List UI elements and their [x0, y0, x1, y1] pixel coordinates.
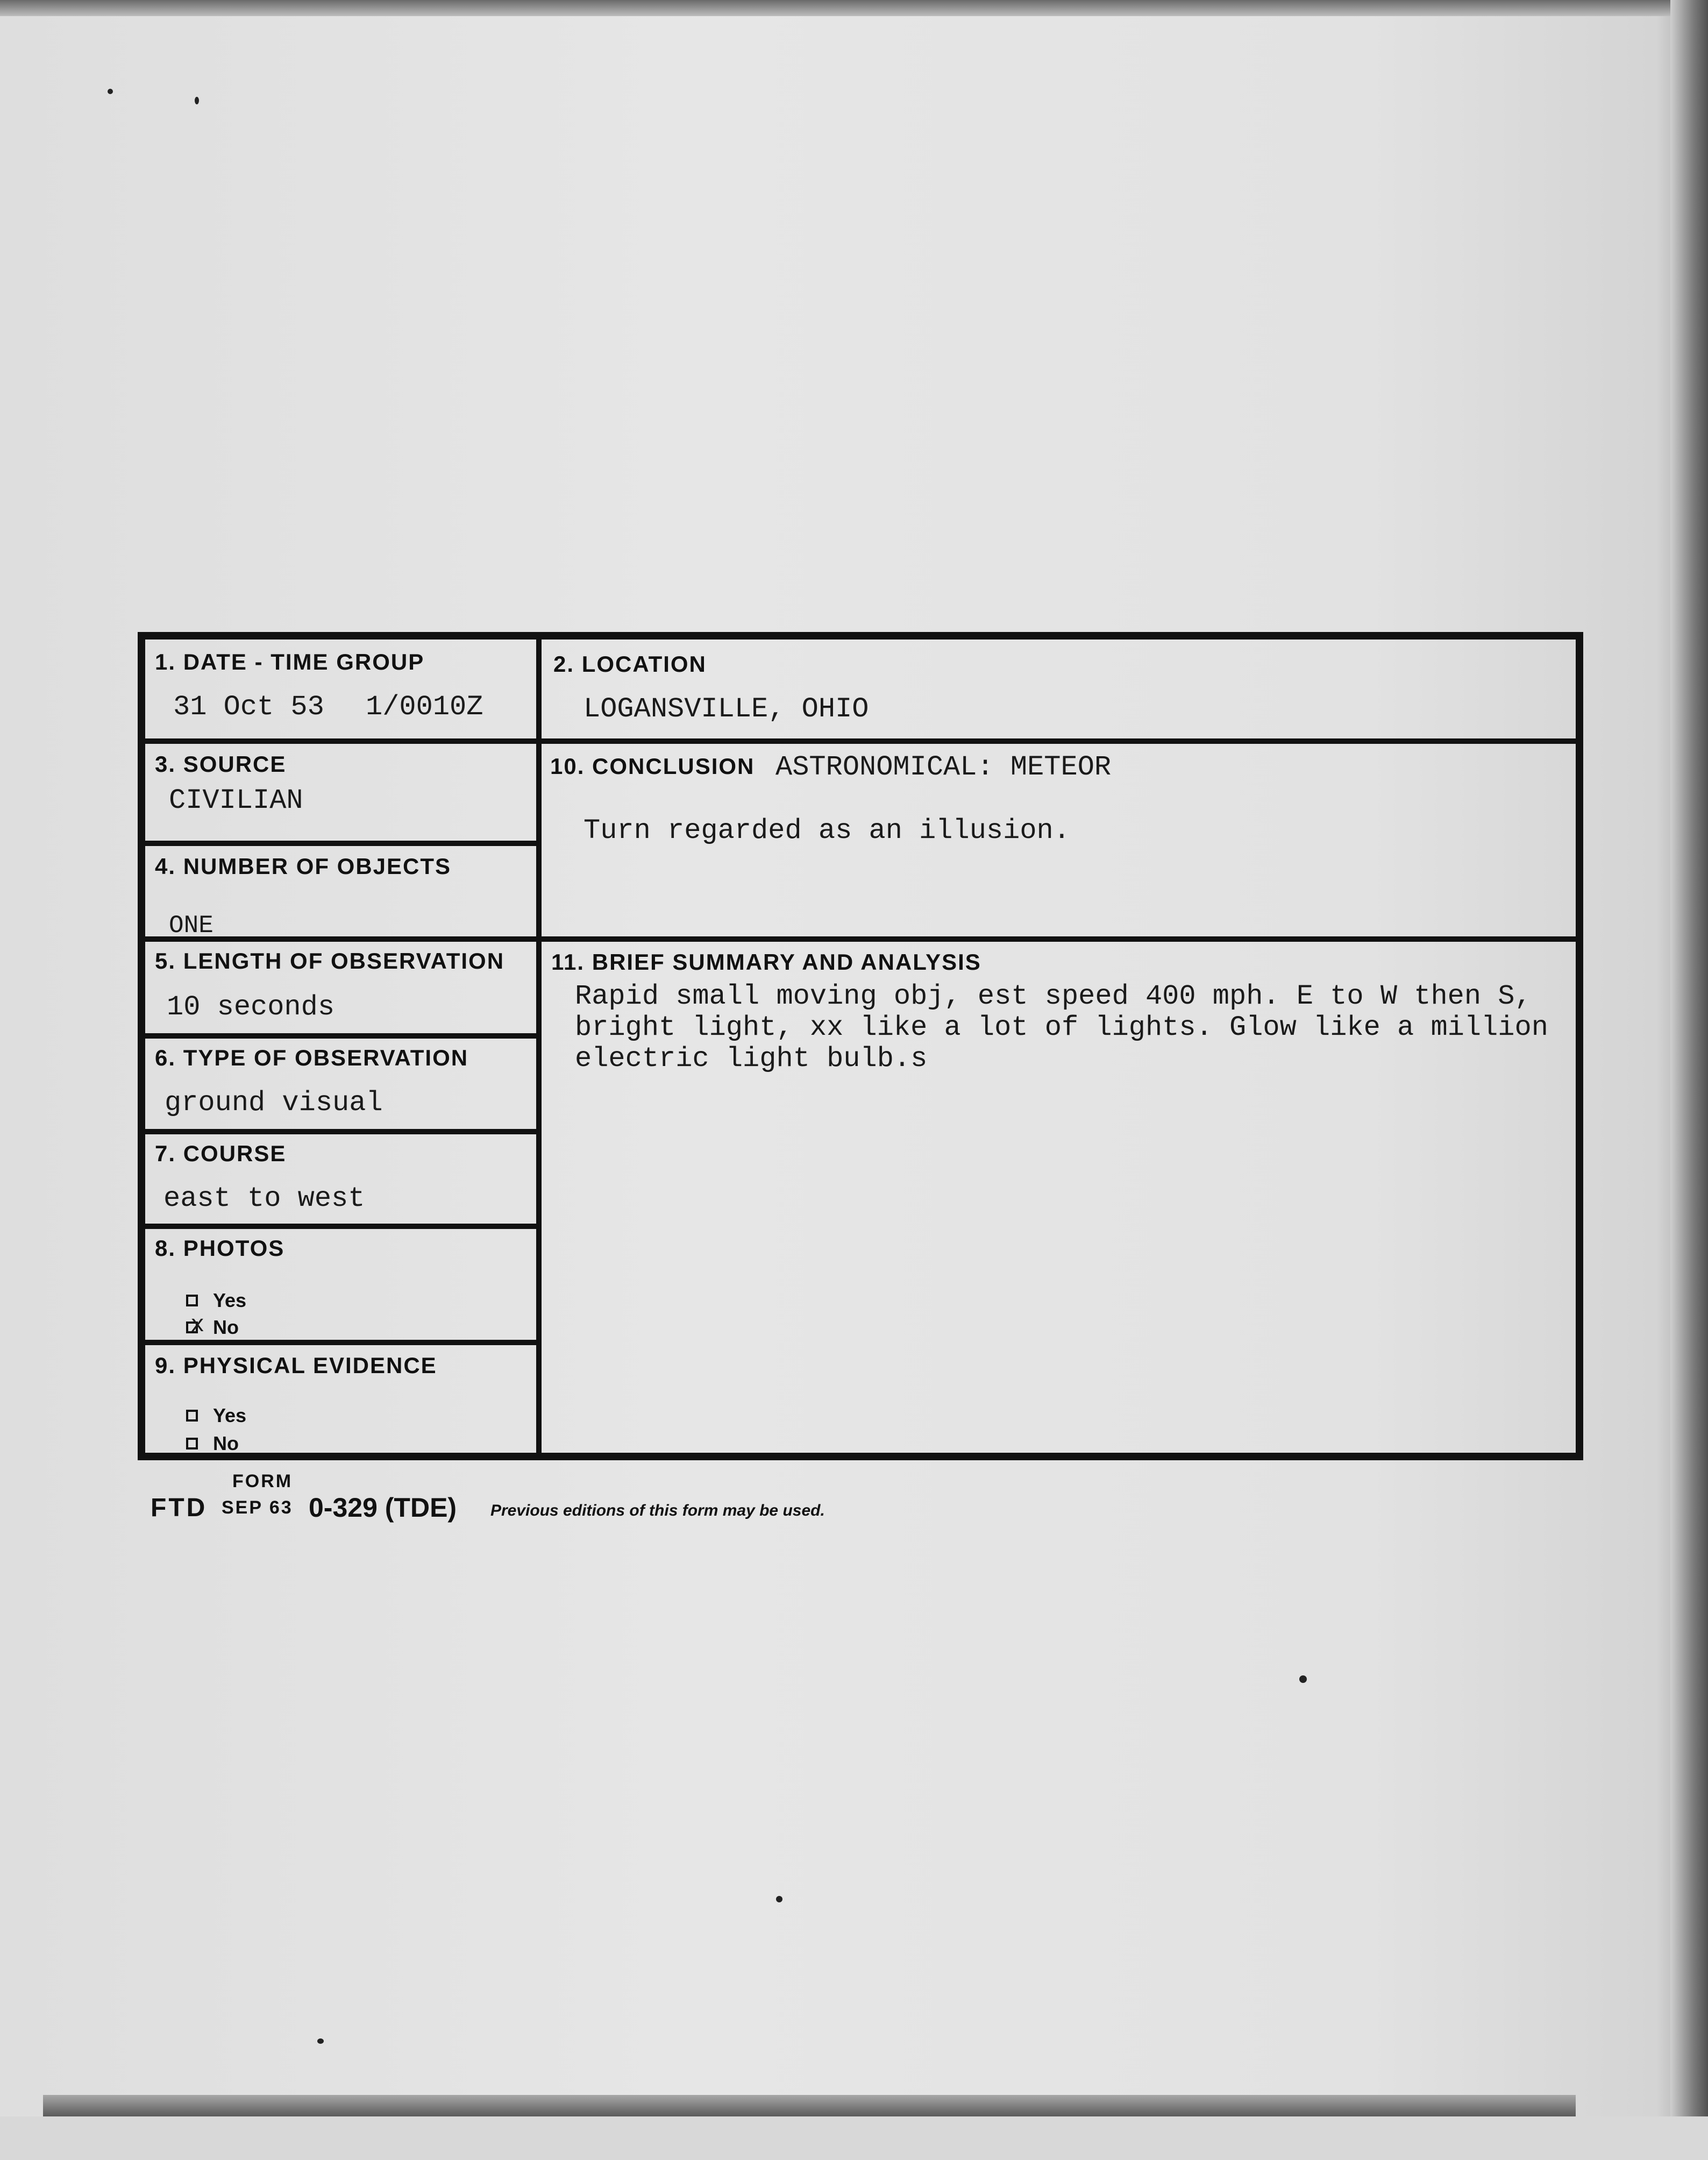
summary-cell: [539, 939, 1578, 1455]
photos-no-mark: x: [190, 1312, 205, 1339]
scan-speck: [317, 2038, 324, 2044]
footer-ftd: FTD: [151, 1494, 208, 1522]
scan-speck: [108, 89, 113, 94]
conclusion-label: 10. CONCLUSION: [550, 754, 755, 779]
date-time-label: 1. DATE - TIME GROUP: [155, 649, 425, 674]
summary-line-3: electric light bulb.s: [575, 1043, 928, 1075]
location-label: 2. LOCATION: [553, 651, 707, 677]
date-value: 31 Oct 53: [173, 691, 324, 723]
num-objects-value: ONE: [169, 912, 213, 940]
course-label: 7. COURSE: [155, 1141, 287, 1166]
ufo-report-form: [138, 632, 1583, 1460]
length-obs-value: 10 seconds: [167, 991, 335, 1023]
num-objects-cell: [143, 843, 539, 939]
photos-cell: [143, 1226, 539, 1342]
type-obs-cell: [143, 1036, 539, 1132]
course-value: east to west: [163, 1183, 365, 1214]
scan-margin-bottom: [0, 2116, 1708, 2160]
physical-evidence-cell: [143, 1342, 539, 1455]
conclusion-note: Turn regarded as an illusion.: [583, 815, 1070, 847]
type-obs-value: ground visual: [165, 1087, 383, 1119]
source-value: CIVILIAN: [169, 785, 303, 816]
length-obs-label: 5. LENGTH OF OBSERVATION: [155, 948, 505, 974]
source-label: 3. SOURCE: [155, 751, 287, 777]
physical-yes-checkbox[interactable]: [186, 1410, 198, 1422]
num-objects-label: 4. NUMBER OF OBJECTS: [155, 854, 452, 879]
conclusion-cell: [539, 741, 1578, 939]
scan-edge-right: [1670, 0, 1708, 2160]
summary-line-1: Rapid small moving obj, est speed 400 mph. E to W then S,: [575, 980, 1532, 1012]
source-cell: [143, 741, 539, 843]
scan-speck: [1299, 1675, 1307, 1683]
summary-line-2: bright light, xx like a lot of lights. Glow like a million: [575, 1012, 1548, 1043]
footer-form-number: 0-329 (TDE): [309, 1493, 457, 1523]
physical-evidence-label: 9. PHYSICAL EVIDENCE: [155, 1353, 437, 1378]
scan-speck: [195, 97, 199, 104]
scan-speck: [776, 1896, 782, 1902]
date-time-cell: [143, 637, 539, 741]
location-cell: [539, 637, 1578, 741]
footer-note: Previous editions of this form may be used.: [490, 1502, 825, 1519]
physical-no-checkbox[interactable]: [186, 1438, 198, 1450]
scan-edge-top: [0, 0, 1708, 16]
summary-label: 11. BRIEF SUMMARY AND ANALYSIS: [551, 949, 981, 975]
type-obs-label: 6. TYPE OF OBSERVATION: [155, 1045, 469, 1070]
physical-yes-label: Yes: [213, 1404, 247, 1426]
footer-form-word: FORM: [232, 1471, 293, 1491]
photos-no-label: No: [213, 1316, 239, 1338]
footer-date: SEP 63: [222, 1497, 293, 1518]
photos-label: 8. PHOTOS: [155, 1235, 285, 1261]
photos-yes-checkbox[interactable]: [186, 1295, 198, 1306]
location-value: LOGANSVILLE, OHIO: [583, 693, 869, 725]
scan-edge-bottom: [43, 2095, 1576, 2116]
time-value: 1/0010Z: [366, 691, 483, 723]
conclusion-value: ASTRONOMICAL: METEOR: [775, 751, 1112, 783]
course-cell: [143, 1132, 539, 1226]
physical-no-label: No: [213, 1432, 239, 1454]
length-obs-cell: [143, 939, 539, 1036]
photos-yes-label: Yes: [213, 1289, 247, 1311]
